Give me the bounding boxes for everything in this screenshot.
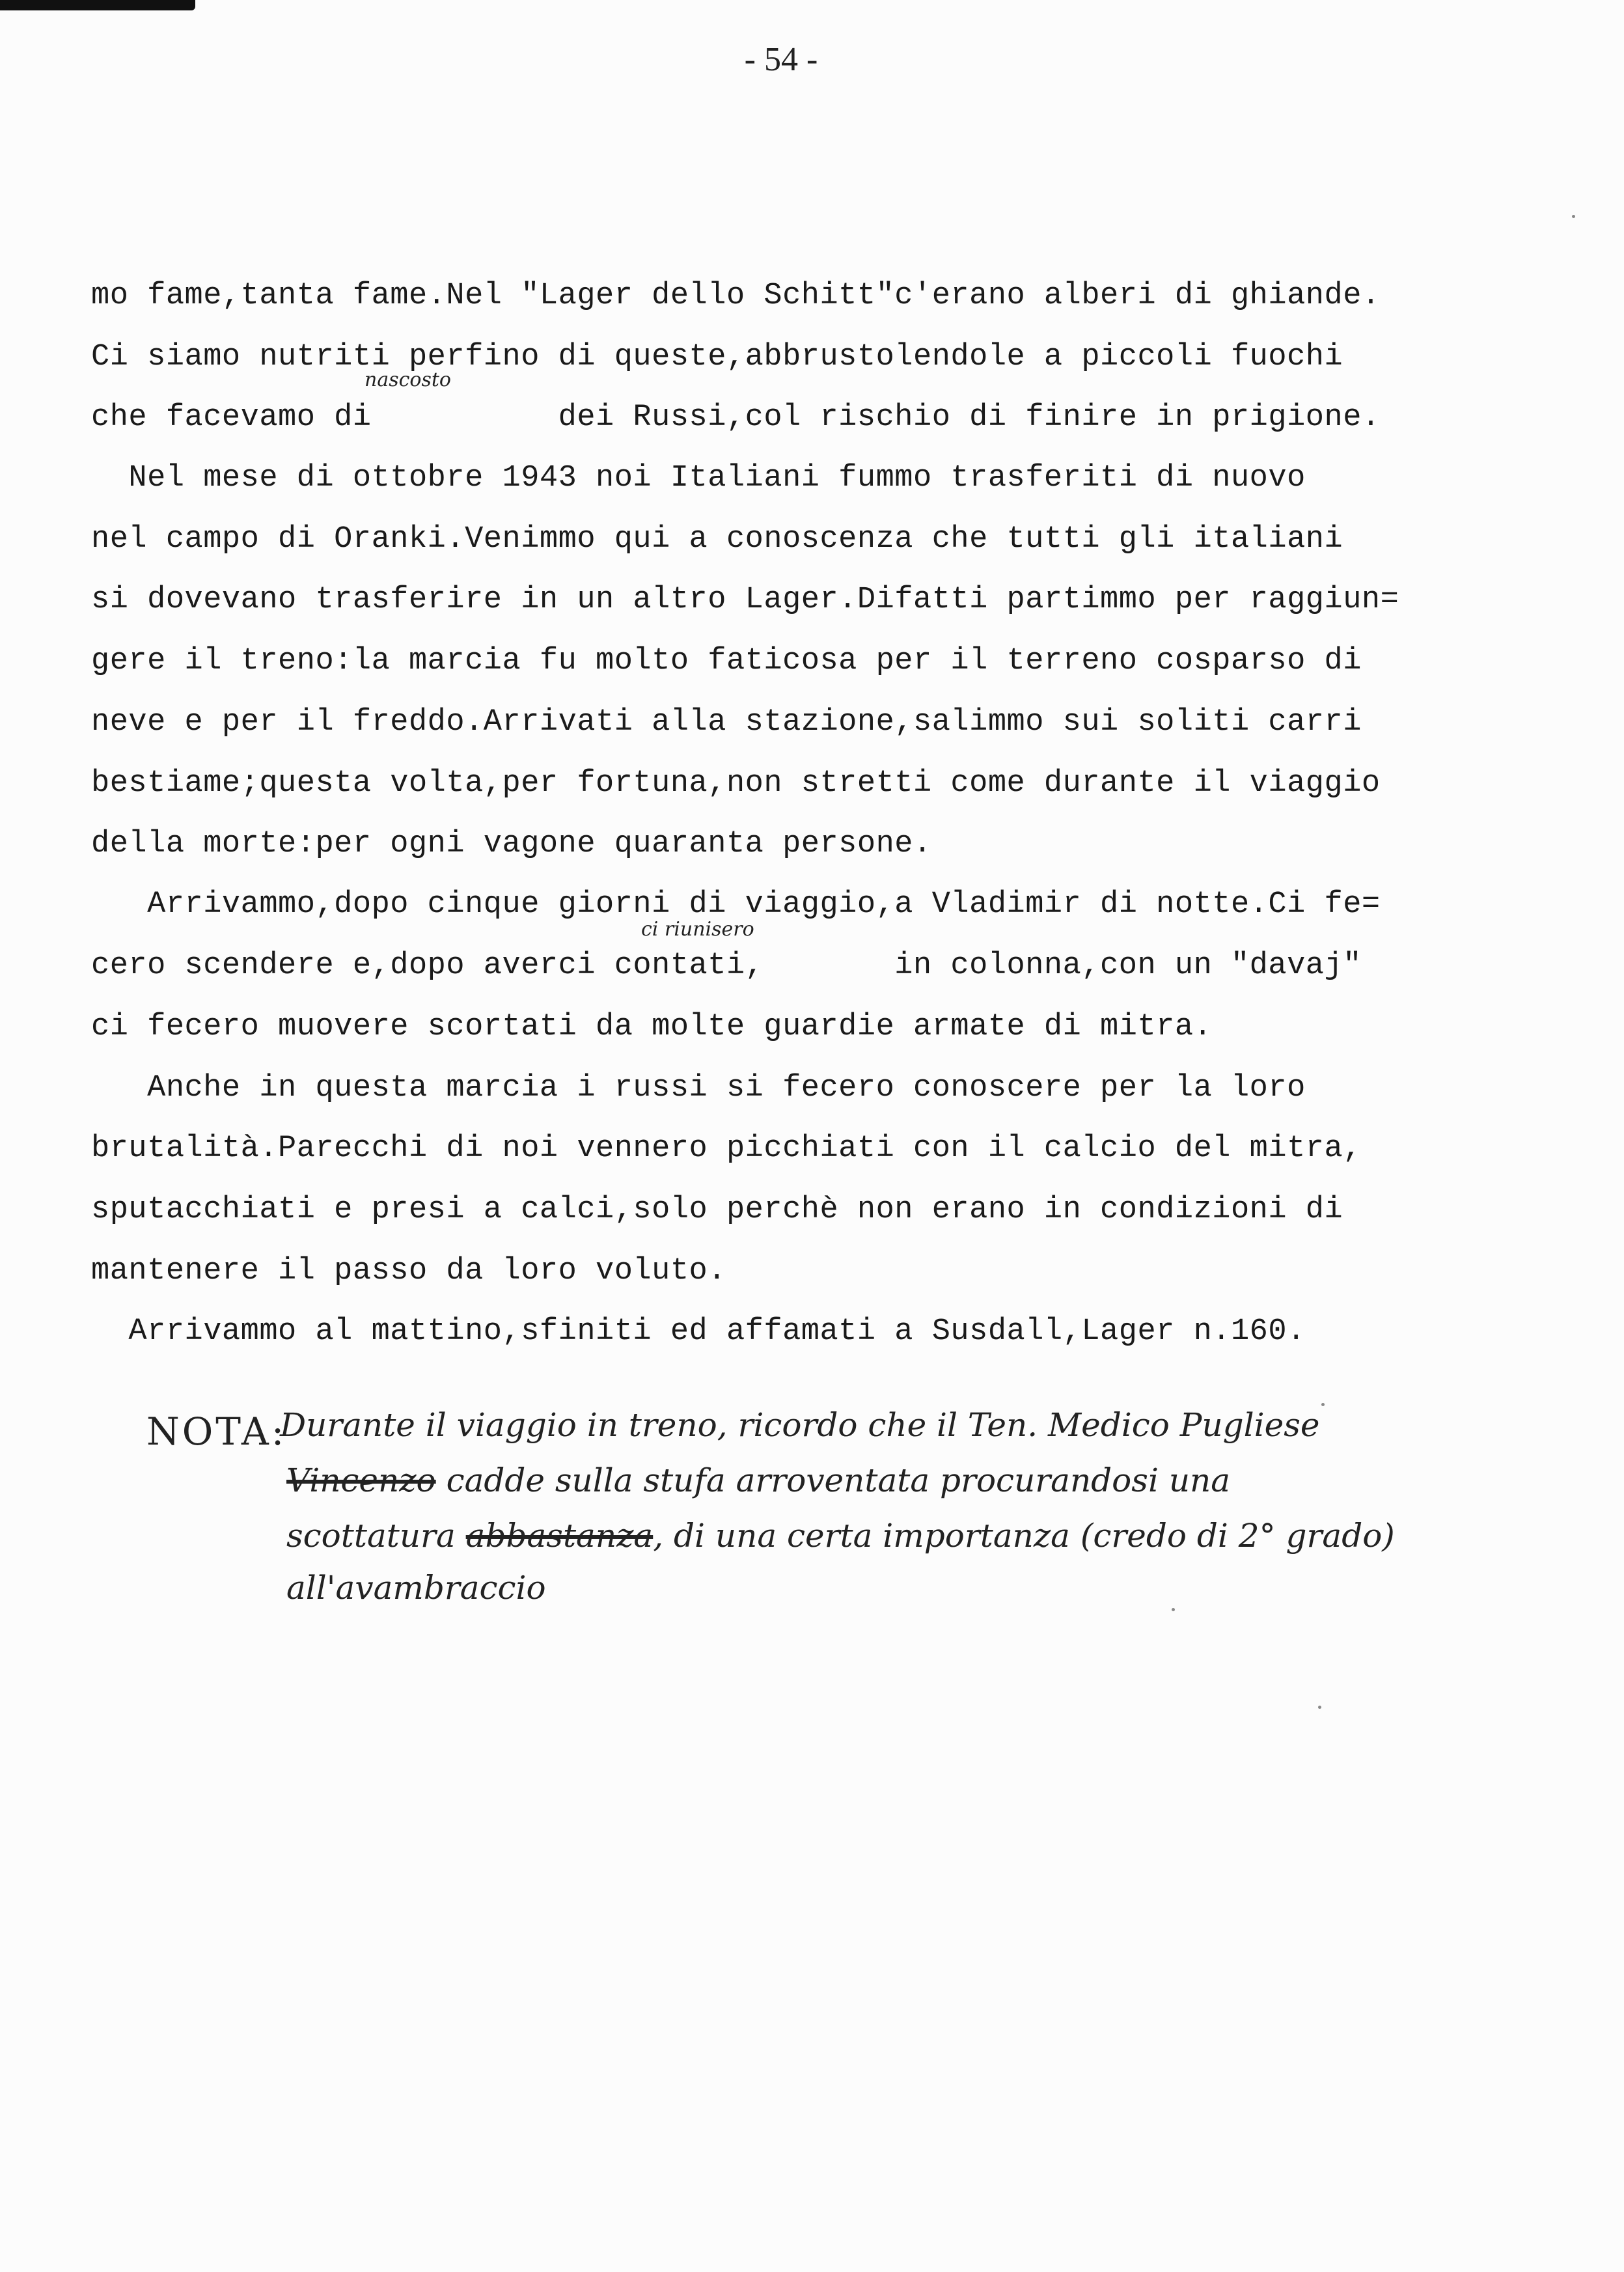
note-label: NOTA: <box>146 1409 287 1454</box>
text-line-5: nel campo di Oranki.Venimmo qui a conoscenza che tutti gli italiani <box>91 522 1343 557</box>
text-line-4: Nel mese di ottobre 1943 noi Italiani fummo trasferiti di nuovo <box>91 461 1306 495</box>
page-number: - 54 - <box>744 41 818 78</box>
text-line-2: Ci siamo nutriti perfino di queste,abbrustolendole a piccoli fuochi <box>91 340 1343 374</box>
text-line-9: bestiame;questa volta,per fortuna,non stretti come durante il viaggio <box>91 766 1381 801</box>
text-line-7: gere il treno:la marcia fu molto faticosa per il terreno cosparso di <box>91 644 1362 678</box>
scan-speck <box>1172 1608 1175 1611</box>
note-line-3-start: scottatura <box>286 1517 456 1555</box>
handwritten-insert-nascosto: nascosto <box>365 368 451 391</box>
note-line-4: all'avambraccio <box>286 1569 546 1607</box>
text-line-18: Arrivammo al mattino,sfiniti ed affamati a Susdall,Lager n.160. <box>91 1314 1306 1349</box>
note-line-2-name: Vincenzo <box>286 1462 436 1499</box>
text-line-14: Anche in questa marcia i russi si fecero conoscere per la loro <box>91 1071 1306 1105</box>
scan-speck <box>1321 1403 1325 1406</box>
text-line-17: mantenere il passo da loro voluto. <box>91 1254 726 1288</box>
text-line-8: neve e per il freddo.Arrivati alla stazione,salimmo sui soliti carri <box>91 705 1362 740</box>
note-line-2 <box>286 1462 1230 1499</box>
text-line-11: Arrivammo,dopo cinque giorni di viaggio,a Vladimir di notte.Ci fe= <box>91 887 1381 922</box>
handwritten-insert-ci-riunirono: ci riunisero <box>641 918 754 941</box>
note-line-3-rest: , di una certa importanza (credo di 2° grado) <box>653 1517 1395 1555</box>
text-line-16: sputacchiati e presi a calci,solo perchè non erano in condizioni di <box>91 1193 1343 1227</box>
note-line-2-rest: cadde sulla stufa arroventata procurandosi una <box>446 1462 1231 1499</box>
text-line-15: brutalità.Parecchi di noi vennero picchiati con il calcio del mitra, <box>91 1131 1362 1166</box>
note-line-3-struck: abbastanza <box>465 1517 654 1555</box>
text-line-12: cero scendere e,dopo averci contati, in colonna,con un "davaj" <box>91 949 1362 983</box>
note-line-3 <box>286 1517 1395 1555</box>
text-line-1: mo fame,tanta fame.Nel "Lager dello Schitt"c'erano alberi di ghiande. <box>91 279 1381 313</box>
scan-edge-mark <box>0 0 195 10</box>
scan-speck <box>1318 1706 1321 1709</box>
text-line-3: che facevamo di dei Russi,col rischio di finire in prigione. <box>91 400 1381 435</box>
text-line-6: si dovevano trasferire in un altro Lager.Difatti partimmo per raggiun= <box>91 583 1399 617</box>
text-line-10: della morte:per ogni vagone quaranta persone. <box>91 827 932 861</box>
note-line-1: Durante il viaggio in treno, ricordo che il Ten. Medico Pugliese <box>280 1406 1320 1444</box>
text-line-13: ci fecero muovere scortati da molte guardie armate di mitra. <box>91 1010 1213 1044</box>
scan-speck <box>1572 215 1575 218</box>
